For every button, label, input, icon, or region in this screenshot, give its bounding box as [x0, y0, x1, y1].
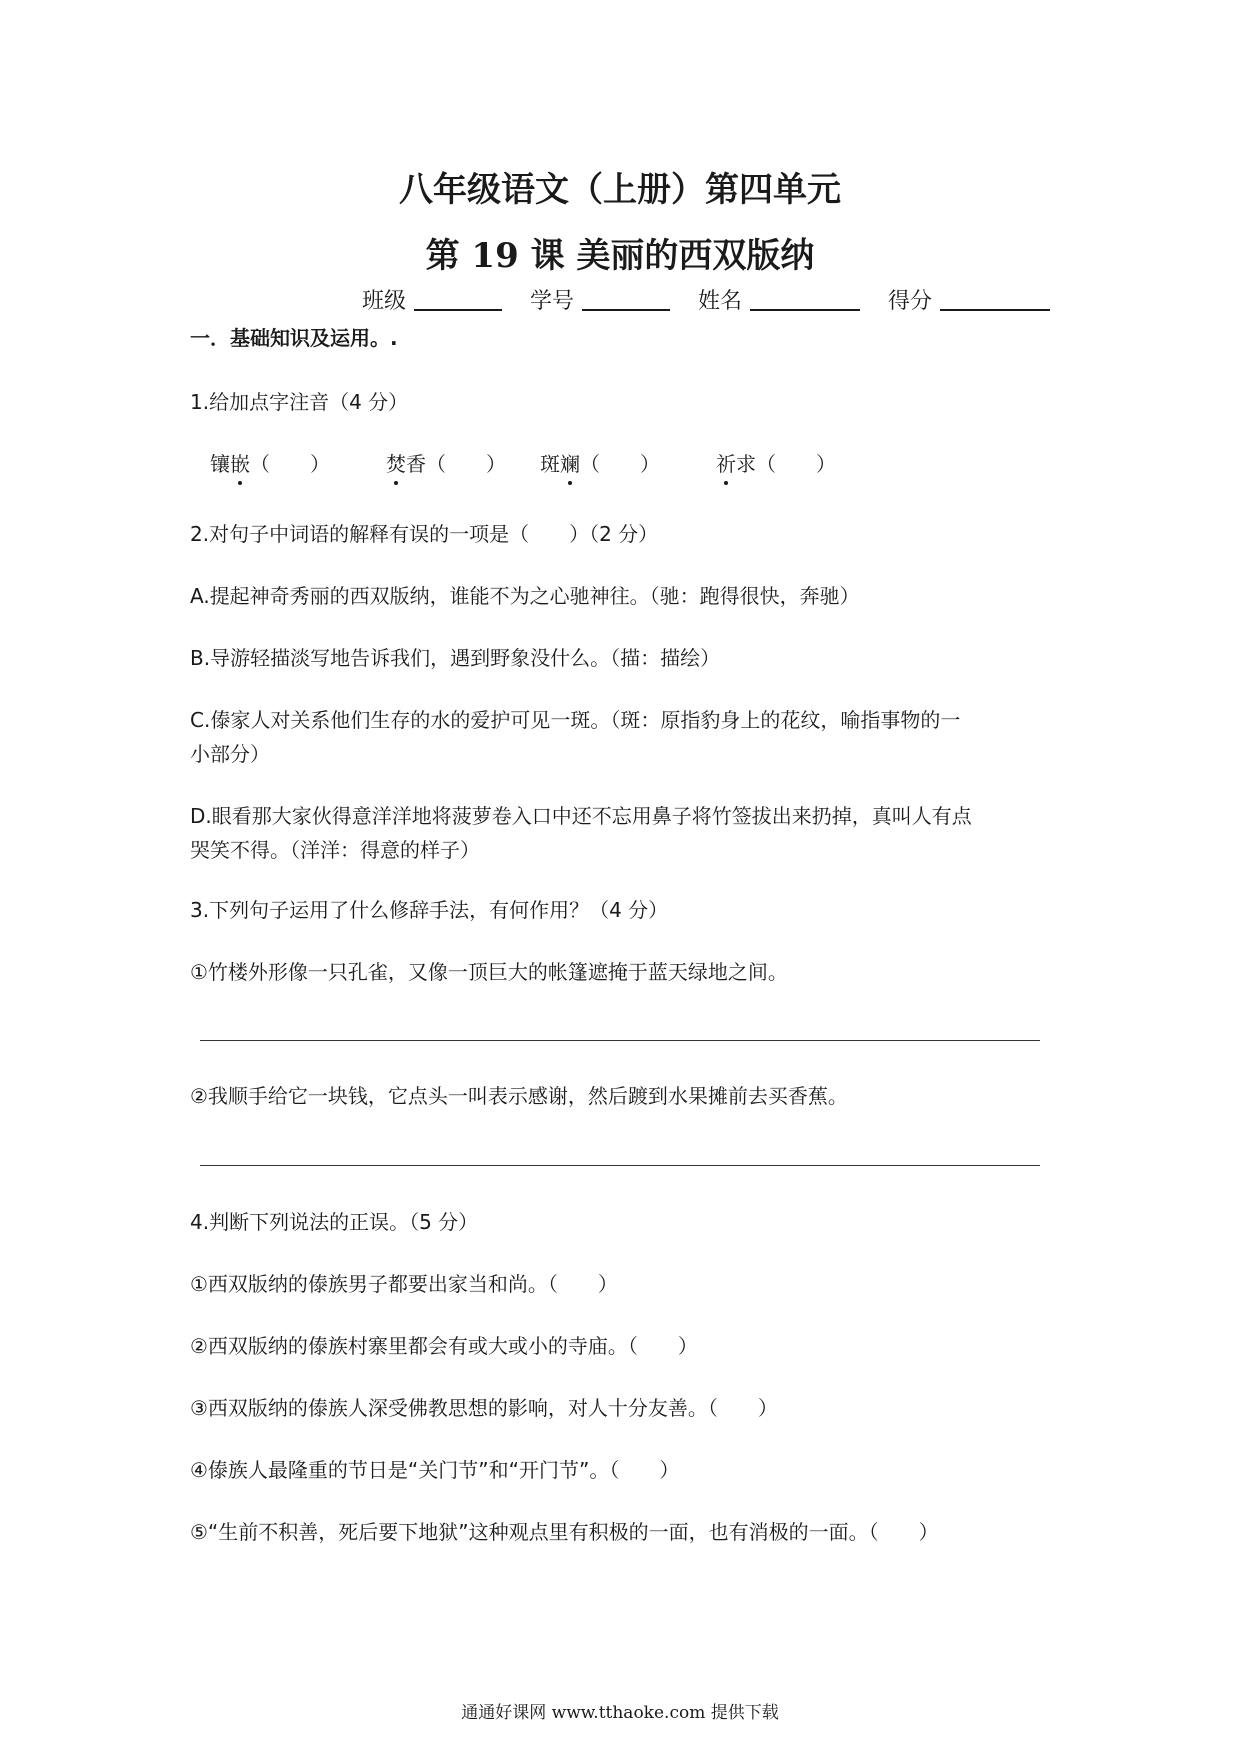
q2-option-c-line2: 小部分） — [190, 742, 270, 766]
q1-word-2-paren[interactable]: （ ） — [426, 452, 506, 476]
q1-word-1-dotted-char: 嵌 — [230, 452, 250, 476]
q3-sentence-2: ②我顺手给它一块钱，它点头一叫表示感谢，然后踱到水果摊前去买香蕉。 — [190, 1084, 848, 1108]
q1-prompt: 1.给加点字注音（4 分） — [190, 390, 409, 414]
q4-prompt: 4.判断下列说法的正误。（5 分） — [190, 1210, 479, 1234]
q1-word-1-pre: 镶 — [210, 452, 230, 476]
class-blank[interactable] — [414, 287, 502, 311]
name-label: 姓名 — [698, 289, 743, 314]
q4-item-2: ②西双版纳的傣族村寨里都会有或大或小的寺庙。（ ） — [190, 1334, 698, 1358]
q2-prompt: 2.对句子中词语的解释有误的一项是（ ）（2 分） — [190, 522, 659, 546]
q1-word-4-dotted-char: 祈 — [716, 452, 736, 476]
footer-credit: 通通好课网 www.tthaoke.com 提供下载 — [461, 1703, 779, 1723]
q1-word-3-pre: 斑 — [540, 452, 560, 476]
q1-word-2-post: 香 — [406, 452, 426, 476]
q2-option-d-line2: 哭笑不得。（洋洋：得意的样子） — [190, 838, 480, 862]
q2-option-b: B.导游轻描淡写地告诉我们，遇到野象没什么。（描：描绘） — [190, 646, 721, 670]
q1-word-4-paren[interactable]: （ ） — [756, 452, 836, 476]
q4-item-1: ①西双版纳的傣族男子都要出家当和尚。（ ） — [190, 1272, 618, 1296]
section-heading: 一．基础知识及运用。. — [190, 326, 398, 350]
q1-word-3 — [540, 448, 660, 477]
q2-option-c-line1: C.傣家人对关系他们生存的水的爱护可见一斑。（斑：原指豹身上的花纹，喻指事物的一 — [190, 708, 961, 732]
q1-word-3-paren[interactable]: （ ） — [580, 452, 660, 476]
q1-word-4-post: 求 — [736, 452, 756, 476]
lesson-subtitle: 第 19 课 美丽的西双版纳 — [425, 236, 815, 276]
q1-word-3-dotted-char: 斓 — [560, 452, 580, 476]
q1-word-1 — [210, 448, 330, 477]
q2-option-a: A.提起神奇秀丽的西双版纳，谁能不为之心驰神往。（驰：跑得很快，奔驰） — [190, 584, 860, 608]
score-label: 得分 — [888, 289, 933, 314]
student-id-label: 学号 — [530, 289, 575, 314]
q2-option-d-line1: D.眼看那大家伙得意洋洋地将菠萝卷入口中还不忘用鼻子将竹签拔出来扔掉，真叫人有点 — [190, 804, 972, 828]
q1-word-1-paren[interactable]: （ ） — [250, 452, 330, 476]
student-id-blank[interactable] — [582, 287, 670, 311]
q4-item-5: ⑤“生前不积善，死后要下地狱”这种观点里有积极的一面，也有消极的一面。（ ） — [190, 1520, 939, 1544]
class-label: 班级 — [362, 289, 407, 314]
q4-item-3: ③西双版纳的傣族人深受佛教思想的影响，对人十分友善。（ ） — [190, 1396, 778, 1420]
q1-word-2-dotted-char: 焚 — [386, 452, 406, 476]
score-blank[interactable] — [940, 287, 1050, 311]
q4-item-4: ④傣族人最隆重的节日是“关门节”和“开门节”。（ ） — [190, 1458, 680, 1482]
q3-sentence-1: ①竹楼外形像一只孔雀，又像一顶巨大的帐篷遮掩于蓝天绿地之间。 — [190, 960, 788, 984]
q3-prompt: 3.下列句子运用了什么修辞手法，有何作用？（4 分） — [190, 898, 669, 922]
q3-answer-line-2[interactable] — [200, 1165, 1040, 1166]
q1-word-4 — [716, 448, 836, 477]
name-blank[interactable] — [750, 287, 860, 311]
q3-answer-line-1[interactable] — [200, 1040, 1040, 1041]
q1-word-2 — [386, 448, 506, 477]
page-title: 八年级语文（上册）第四单元 — [399, 170, 841, 210]
student-info-row — [362, 284, 1050, 315]
